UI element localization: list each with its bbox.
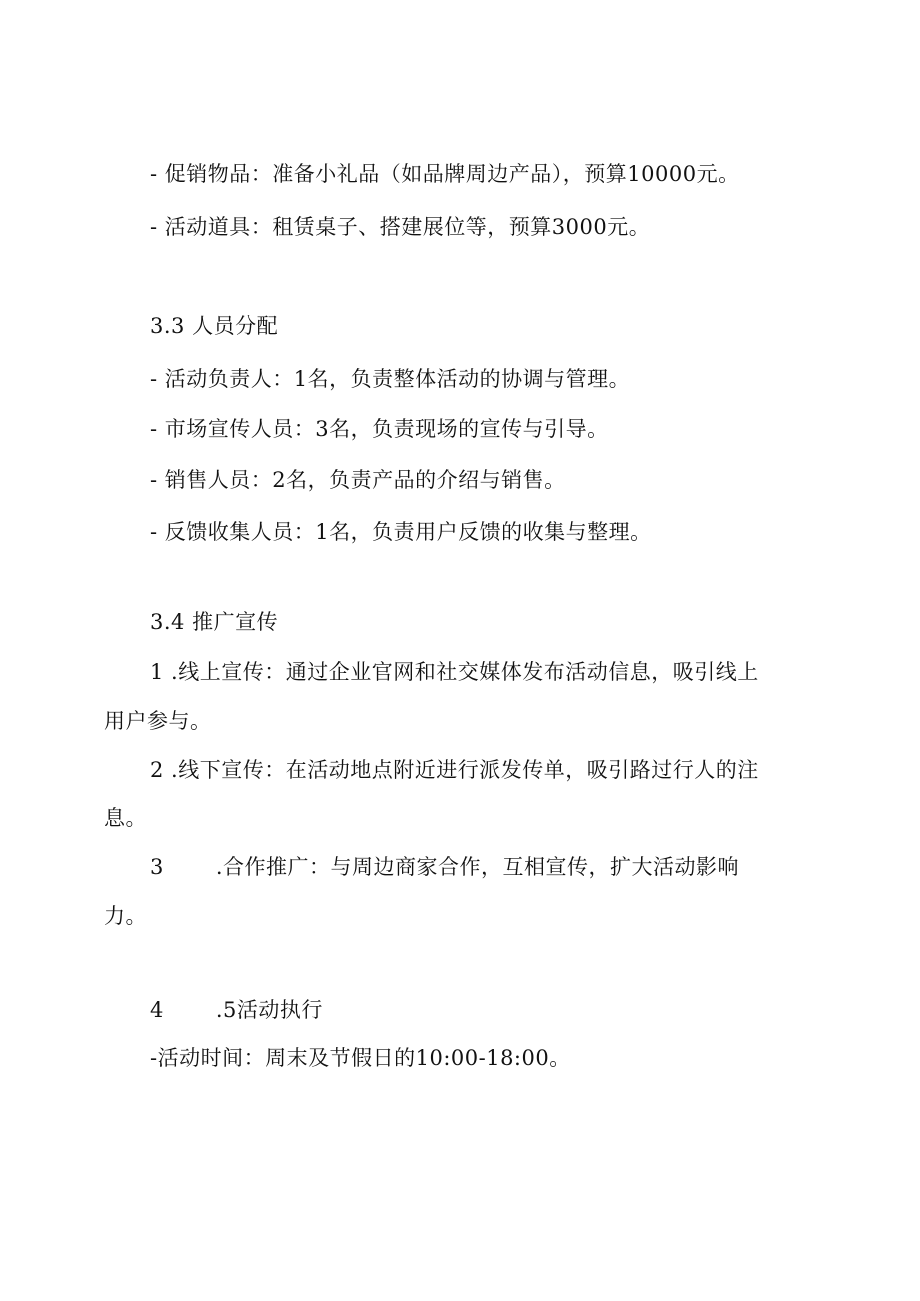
section-heading-execution xyxy=(150,995,323,1025)
event-props-line: - 活动道具：租赁桌子、搭建展位等，预算3000元。 xyxy=(150,215,651,239)
promotion-partner-line xyxy=(150,852,739,882)
promotion-online-line: 1 .线上宣传：通过企业官网和社交媒体发布活动信息，吸引线上 xyxy=(150,660,759,684)
staff-feedback-line: - 反馈收集人员：1名，负责用户反馈的收集与整理。 xyxy=(150,520,652,544)
promotion-offline-line: 2 .线下宣传：在活动地点附近进行派发传单，吸引路过行人的注 xyxy=(150,758,759,782)
event-time-line: -活动时间：周末及节假日的10:00-18:00。 xyxy=(150,1046,571,1070)
list-number: 3 xyxy=(150,855,164,879)
section-heading-staffing: 3.3 人员分配 xyxy=(150,314,279,338)
promotion-partner-continuation: 力。 xyxy=(104,904,147,928)
promo-items-line: - 促销物品：准备小礼品（如品牌周边产品），预算10000元。 xyxy=(150,162,740,186)
section-title: .5活动执行 xyxy=(215,998,323,1022)
promotion-partner-text: .合作推广：与周边商家合作，互相宣传，扩大活动影响 xyxy=(215,855,740,879)
staff-marketing-line: - 市场宣传人员：3名，负责现场的宣传与引导。 xyxy=(150,417,609,441)
staff-lead-line: - 活动负责人：1名，负责整体活动的协调与管理。 xyxy=(150,367,631,391)
promotion-online-continuation: 用户参与。 xyxy=(104,709,212,733)
section-number: 4 xyxy=(150,998,164,1022)
promotion-offline-continuation: 息。 xyxy=(104,806,147,830)
staff-sales-line: - 销售人员：2名，负责产品的介绍与销售。 xyxy=(150,468,566,492)
section-heading-promotion: 3.4 推广宣传 xyxy=(150,610,279,634)
